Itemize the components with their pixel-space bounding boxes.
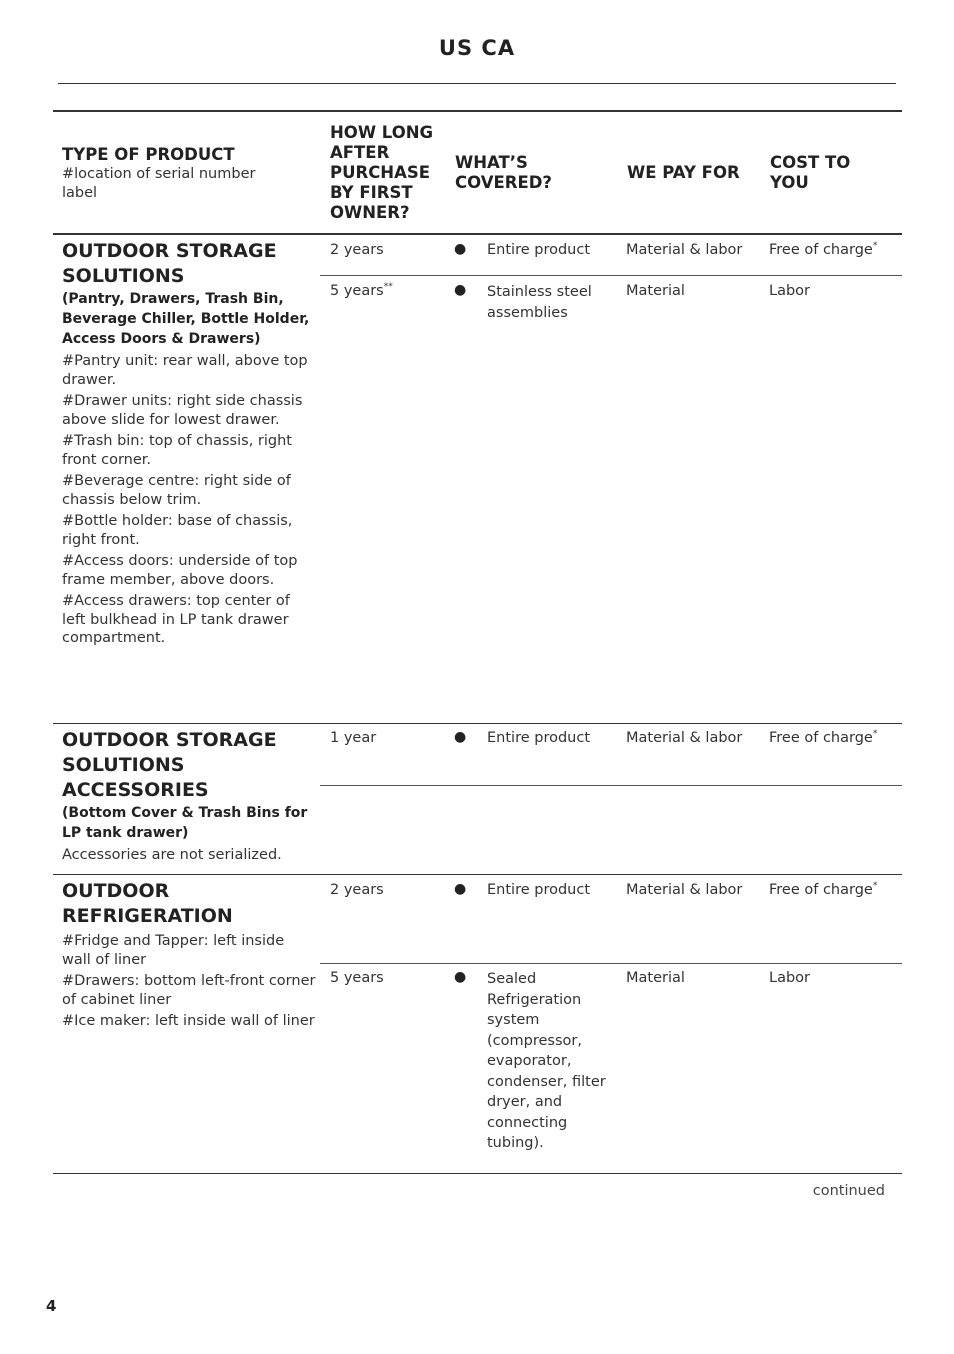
duration-mark: ** [383, 282, 393, 293]
cost-cell [769, 241, 877, 260]
serial-location-note: Accessories are not serialized. [62, 847, 282, 863]
cost-value: Labor [769, 970, 811, 986]
we-pay-cell: Material & labor [626, 882, 743, 898]
row-divider [320, 275, 902, 276]
product-title: OUTDOOR STORAGE SOLUTIONS [62, 240, 277, 287]
covered-cell: Sealed Refrigeration system (compressor, evaporator, condenser, filter dryer, and connecting tubing). [487, 971, 606, 1151]
cost-value: Free of charge [769, 730, 873, 746]
duration-cell [330, 881, 384, 900]
header-type-of-product [62, 145, 312, 203]
covered-cell: Entire product [487, 730, 591, 746]
we-pay-cell: Material & labor [626, 242, 743, 258]
product-title: OUTDOOR REFRIGERATION [62, 880, 233, 927]
serial-location-note: #Access drawers: top center of left bulkhead in LP tank drawer compartment. [62, 593, 290, 646]
product-title: OUTDOOR STORAGE SOLUTIONS ACCESSORIES [62, 729, 277, 801]
covered-cell: Entire product [487, 242, 591, 258]
serial-location-note: #Bottle holder: base of chassis, right front. [62, 513, 293, 548]
page-title: US CA [438, 36, 516, 60]
bullet-icon: ● [454, 881, 467, 897]
title-rule [58, 83, 896, 84]
duration-value: 2 years [330, 882, 384, 898]
serial-location-note: #Access doors: underside of top frame member, above doors. [62, 553, 298, 588]
header-cost-to-you: COST TO YOU [770, 153, 851, 192]
group-divider [53, 874, 902, 875]
header-whats-covered: WHAT’S COVERED? [455, 153, 552, 192]
header-we-pay-for: WE PAY FOR [627, 163, 740, 182]
duration-cell [330, 241, 384, 260]
header-type-of-product-label: TYPE OF PRODUCT [62, 145, 235, 164]
bullet-icon: ● [454, 241, 467, 257]
duration-value: 1 year [330, 730, 377, 746]
serial-location-note: #Pantry unit: rear wall, above top drawer. [62, 353, 308, 388]
cost-cell [769, 881, 877, 900]
product-subtitle: (Pantry, Drawers, Trash Bin, Beverage Chiller, Bottle Holder, Access Doors & Drawers) [62, 291, 310, 347]
cost-cell [769, 729, 877, 748]
duration-cell [330, 969, 384, 988]
serial-location-note: #Drawers: bottom left-front corner of cabinet liner [62, 973, 316, 1008]
serial-location-note: #Drawer units: right side chassis above slide for lowest drawer. [62, 393, 303, 428]
cost-mark: * [872, 881, 878, 892]
table-bottom-rule [53, 1173, 902, 1174]
covered-cell: Stainless steel assemblies [487, 284, 592, 321]
bullet-icon: ● [454, 969, 467, 985]
cost-mark: * [872, 241, 878, 252]
duration-value: 5 years [330, 283, 384, 299]
product-subtitle: (Bottom Cover & Trash Bins for LP tank drawer) [62, 805, 308, 841]
serial-location-note: #Fridge and Tapper: left inside wall of liner [62, 933, 285, 968]
duration-cell [330, 282, 393, 301]
duration-value: 5 years [330, 970, 384, 986]
header-type-of-product-sub: #location of serial number label [62, 166, 256, 201]
we-pay-cell: Material [626, 970, 685, 986]
page-number: 4 [46, 1297, 57, 1315]
serial-location-note: #Ice maker: left inside wall of liner [62, 1013, 315, 1029]
we-pay-cell: Material [626, 283, 685, 299]
duration-value: 2 years [330, 242, 384, 258]
row-divider [320, 963, 902, 964]
header-top-rule [53, 110, 902, 112]
continued-label: continued [812, 1183, 885, 1199]
duration-cell [330, 729, 376, 748]
product-group-accessories [62, 728, 317, 865]
header-how-long: HOW LONG AFTER PURCHASE BY FIRST OWNER? [330, 123, 434, 222]
header-bottom-rule [53, 233, 902, 235]
group-divider [53, 723, 902, 724]
cost-mark: * [872, 729, 878, 740]
cost-cell [769, 282, 810, 301]
row-divider [320, 785, 902, 786]
covered-cell: Entire product [487, 882, 591, 898]
cost-cell [769, 969, 810, 988]
serial-location-note: #Beverage centre: right side of chassis below trim. [62, 473, 291, 508]
product-group-storage [62, 239, 317, 648]
bullet-icon: ● [454, 729, 467, 745]
cost-value: Free of charge [769, 242, 873, 258]
product-group-refrigeration [62, 879, 317, 1031]
we-pay-cell: Material & labor [626, 730, 743, 746]
serial-location-note: #Trash bin: top of chassis, right front corner. [62, 433, 292, 468]
bullet-icon: ● [454, 282, 467, 298]
cost-value: Free of charge [769, 882, 873, 898]
cost-value: Labor [769, 283, 811, 299]
